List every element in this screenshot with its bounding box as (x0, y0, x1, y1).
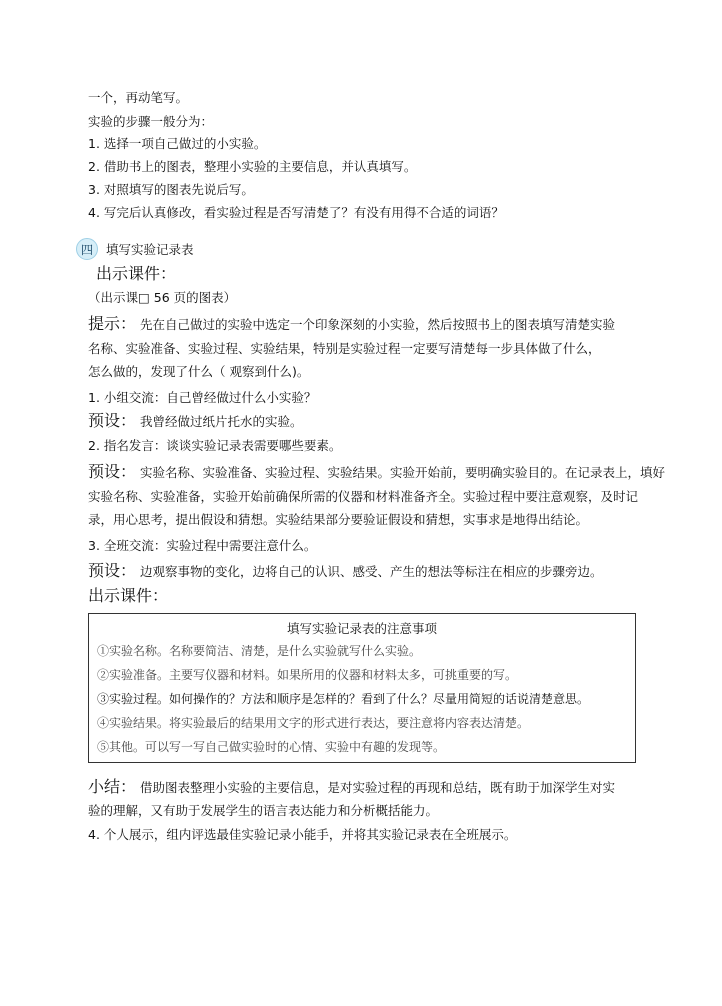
question-4: 4. 个人展示，组内评选最佳实验记录小能手，并将其实验记录表在全班展示。 (88, 827, 517, 842)
notice-item: ③实验过程。如何操作的？方法和顺序是怎样的？看到了什么？尽量用简短的话说清楚意思。 (97, 692, 590, 706)
question-1: 1. 小组交流：自己曾经做过什么小实验？ (88, 390, 317, 405)
summary-label: 小结： (88, 777, 137, 796)
preset-text: 实验名称、实验准备、实验过程、实验结果。实验开始前，要明确实验目的。在记录表上，填好 (140, 465, 666, 480)
step-item: 3. 对照填写的图表先说后写。 (88, 182, 254, 197)
summary-line (88, 777, 615, 798)
preset-line (88, 462, 665, 483)
notice-box-title: 填写实验记录表的注意事项 (286, 621, 437, 636)
hint-line: 名称、实验准备、实验过程、实验结果，特别是实验过程一定要写清楚每一步具体做了什么， (88, 341, 601, 356)
hint-label: 提示： (88, 314, 137, 333)
summary-text: 借助图表整理小实验的主要信息，是对实验过程的再现和总结，既有助于加深学生对实 (140, 780, 616, 795)
section-heading (76, 238, 194, 260)
preset-label: 预设： (88, 561, 137, 580)
notice-item: ①实验名称。名称要简洁、清楚，是什么实验就写什么实验。 (97, 644, 422, 658)
step-item: 1. 选择一项自己做过的小实验。 (88, 136, 267, 151)
preset-text: 边观察事物的变化，边将自己的认识、感受、产生的想法等标注在相应的步骤旁边。 (140, 564, 603, 579)
question-3: 3. 全班交流：实验过程中需要注意什么。 (88, 538, 317, 553)
step-item: 2. 借助书上的图表，整理小实验的主要信息，并认真填写。 (88, 159, 417, 174)
hint-line (88, 314, 615, 335)
preset-label: 预设： (88, 462, 137, 481)
hint-text: 先在自己做过的实验中选定一个印象深刻的小实验，然后按照书上的图表填写清楚实验 (140, 317, 616, 332)
show-courseware-label: 出示课件： (96, 264, 177, 283)
preset-line (88, 561, 603, 582)
notice-box (88, 613, 636, 763)
notice-item: ⑤其他。可以写一写自己做实验时的心情、实验中有趣的发现等。 (97, 740, 446, 754)
section-number-badge: 四 (76, 238, 98, 260)
preset-line: 实验名称、实验准备，实验开始前确保所需的仪器和材料准备齐全。实验过程中要注意观察，及时记 (88, 489, 639, 504)
hint-line: 怎么做的，发现了什么（ 观察到什么)。 (88, 364, 310, 379)
preset-text: 我曾经做过纸片托水的实验。 (140, 414, 303, 429)
preset-label: 预设： (88, 411, 137, 430)
section-title: 填写实验记录表 (106, 242, 194, 257)
question-2: 2. 指名发言：谈谈实验记录表需要哪些要素。 (88, 438, 342, 453)
preset-line (88, 411, 303, 432)
steps-title: 实验的步骤一般分为： (88, 114, 214, 129)
notice-item: ②实验准备。主要写仪器和材料。如果所用的仪器和材料太多，可挑重要的写。 (97, 668, 518, 682)
preset-line: 录，用心思考，提出假设和猜想。实验结果部分要验证假设和猜想，实事求是地得出结论。 (88, 512, 589, 527)
summary-line: 验的理解，又有助于发展学生的语言表达能力和分析概括能力。 (88, 803, 439, 818)
text-line: 一个，再动笔写。 (88, 90, 189, 105)
show-courseware-label: 出示课件： (88, 586, 169, 605)
step-item: 4. 写完后认真修改，看实验过程是否写清楚了？有没有用得不合适的词语？ (88, 205, 504, 220)
notice-item: ④实验结果。将实验最后的结果用文字的形式进行表达，要注意将内容表达清楚。 (97, 716, 530, 730)
courseware-note: （出示课□ 56 页的图表） (88, 290, 237, 305)
